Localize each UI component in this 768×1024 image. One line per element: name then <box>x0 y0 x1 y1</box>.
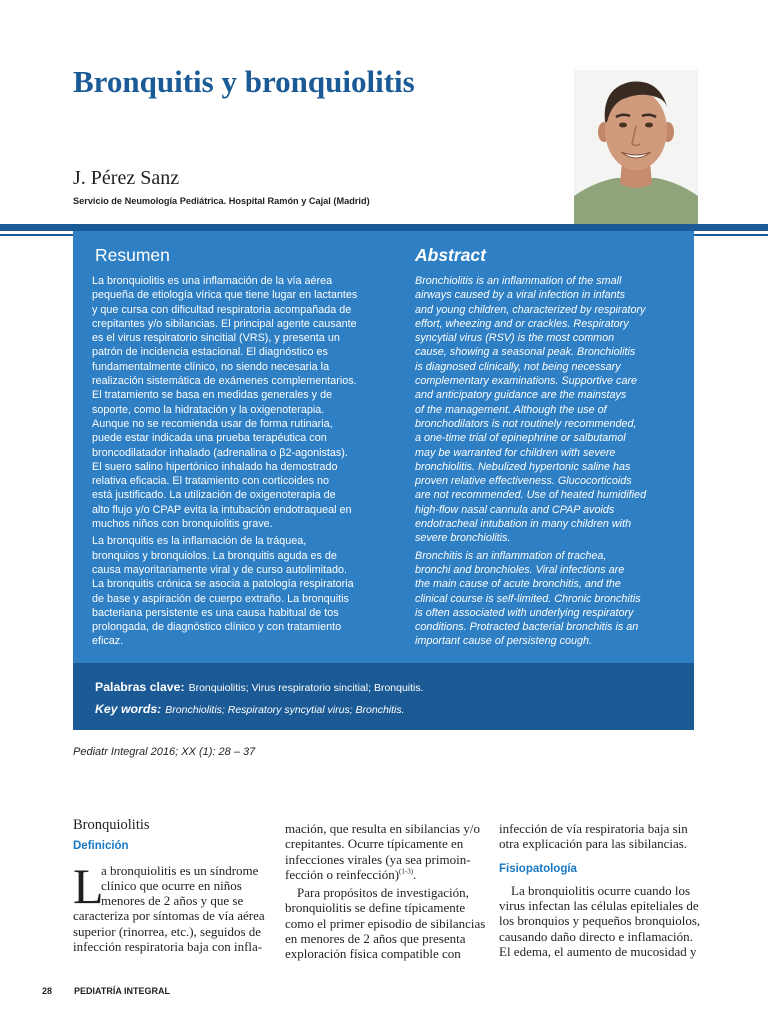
text-line: y que cursa con dificultad respiratoria acompañada de <box>92 303 352 316</box>
text-line: El tratamiento se basa en medidas generales y de <box>92 389 333 402</box>
text-line: caracteriza por síntomas de vía aérea <box>73 908 265 924</box>
text-line: Para propósitos de investigación, <box>297 885 469 901</box>
keywords-en <box>95 700 405 718</box>
text-line: syncytial virus (RSV) is the most common <box>415 332 615 345</box>
text-line: proven relative effectiveness. Glucocorticoids <box>415 475 632 488</box>
text-line: and anticipatory guidance are the mainstays <box>415 389 627 402</box>
text-line: soporte, como la hidratación y la oxigenoterapia. <box>92 403 325 416</box>
reference-superscript: (1-3) <box>399 867 414 876</box>
text-line: superior (rinorrea, etc.), seguidos de <box>73 923 262 939</box>
text-line: otra explicación para las sibilancias. <box>499 836 688 852</box>
text-line: está justificado. La utilización de oxigenoterapia de <box>92 489 336 502</box>
text-line: como el primer episodio de sibilancias <box>285 915 486 931</box>
text-line: infección de vía respiratoria baja sin <box>499 821 688 836</box>
article-title: Bronquitis y bronquiolitis <box>73 64 415 99</box>
subsection-heading-fisiopatologia: Fisiopatología <box>499 862 577 875</box>
text-line: puede estar indicada una prueba terapéutica con <box>92 432 327 445</box>
text-line: mación, que resulta en sibilancias y/o <box>285 821 480 836</box>
drop-cap-paragraph <box>73 857 268 914</box>
section-heading: Bronquiolitis <box>73 817 150 833</box>
resumen-text <box>92 274 388 649</box>
text-line: are not recommended. Use of heated humidified <box>415 489 647 502</box>
text-line: fundamentalmente clínico, no siendo necesaria la <box>92 360 330 373</box>
text-line: relativa eficacia. El tratamiento con corticoides no <box>92 475 330 488</box>
text-line: los bronquios y pequeños bronquiolos, <box>499 913 701 929</box>
text-line: exploración física compatible con <box>285 946 461 962</box>
resumen-paragraph <box>92 274 388 531</box>
text-line: realización sistemática de exámenes complementarios. <box>92 375 357 388</box>
body-column-1 <box>73 818 268 954</box>
keywords-en-value: Bronchiolitis; Respiratory syncytial virus; Bronchitis. <box>165 704 405 716</box>
abstract-heading: Abstract <box>415 245 486 265</box>
body-paragraph <box>499 883 696 898</box>
author-affiliation: Servicio de Neumología Pediátrica. Hospital Ramón y Cajal (Madrid) <box>73 196 370 206</box>
text-line: La bronquitis es la inflamación de la tráquea, <box>92 535 307 548</box>
text-line: es el virus respiratorio sincitial (VRS), y presenta un <box>92 332 340 345</box>
abstract-paragraph <box>415 549 683 649</box>
text-line: complementary examinations. Supportive care <box>415 375 638 388</box>
text-line: bronchiolitis. Nebulized hypertonic saline has <box>415 460 631 473</box>
keywords-es-label: Palabras clave: <box>95 680 185 694</box>
text-line-ref: fección o reinfección) <box>285 866 400 882</box>
subsection-heading-definicion: Definición <box>73 840 129 853</box>
text-line: effort, wheezing and or crackles. Respiratory <box>415 317 629 330</box>
text-line: eficaz. <box>92 635 124 648</box>
text-line: de base y aspiración de cuerpo extraño. La bronquitis <box>92 592 349 605</box>
text-line: high-flow nasal cannula and CPAP avoids <box>415 503 615 516</box>
text-line: important cause of persisteng cough. <box>415 635 593 648</box>
keywords-es-value: Bronquiolitis; Virus respiratorio sincitial; Bronquitis. <box>188 682 424 694</box>
text-line: may be warranted for children with severe <box>415 446 616 459</box>
text-line: La bronquiolitis ocurre cuando los <box>511 882 691 898</box>
text-line: prolongada, de diagnóstico clínico y con tratamiento <box>92 621 342 634</box>
text-line: virus infectan las células epiteliales de <box>499 898 699 914</box>
text-line: Aunque no se recomienda usar de forma rutinaria, <box>92 417 333 430</box>
text-line: pequeña de etiología vírica que tiene lugar en lactantes <box>92 289 358 302</box>
author-photo <box>574 70 698 224</box>
page-number: 28 <box>42 986 53 996</box>
text-line: cause, showing a seasonal peak. Bronchiolitis <box>415 346 636 359</box>
header-rule <box>0 224 768 231</box>
text-line: infecciones virales (ya sea primoin- <box>285 851 471 867</box>
journal-name: PEDIATRÍA INTEGRAL <box>74 986 170 996</box>
body-column-3 <box>499 821 701 960</box>
resumen-paragraph <box>92 534 388 648</box>
text-line: infección respiratoria baja con infla- <box>73 939 263 955</box>
text-line: causando daño directo e inflamación. <box>499 928 693 944</box>
author-name: J. Pérez Sanz <box>73 167 180 189</box>
text-line: crepitantes y/o sibilancias. El principal agente causante <box>92 317 357 330</box>
keywords-es <box>95 678 424 696</box>
text-line: a bronquiolitis es un síndrome <box>101 862 259 878</box>
abstract-panel <box>73 231 694 663</box>
body-column-2 <box>285 821 486 962</box>
text-line: conditions. Protracted bacterial bronchitis is an <box>415 621 639 634</box>
text-line: bronchi and bronchioles. Viral infections are <box>415 563 625 576</box>
body-paragraph <box>285 885 482 900</box>
text-line: broncodilatador inhalado (adrenalina o β2-agonistas). <box>92 446 348 459</box>
text-line: endotracheal intubation in many children with <box>415 518 632 531</box>
text-line: bronquiolitis se define típicamente <box>285 900 466 916</box>
text-line: menores de 2 años y que se <box>101 893 244 909</box>
text-line: is diagnosed clinically, not being necessary <box>415 360 621 373</box>
text-line: patrón de incidencia estacional. El diagnóstico es <box>92 346 328 359</box>
text-line: crepitantes. Ocurre típicamente en <box>285 836 464 852</box>
text-line: causa mayoritariamente viral y de curso autolimitado. <box>92 563 348 576</box>
text-line: clinical course is self-limited. Chronic bronchitis <box>415 592 641 605</box>
drop-cap: L <box>73 857 104 914</box>
text-line: severe bronchiolitis. <box>415 532 511 545</box>
text-line: alto flujo y/o CPAP evita la intubación endotraqueal en <box>92 503 352 516</box>
text-line: fección o reinfección)$^{(1-3)}$. <box>285 866 417 882</box>
citation: Pediatr Integral 2016; XX (1): 28 – 37 <box>73 746 256 758</box>
text-line: bronchodilators is not routinely recommended, <box>415 417 637 430</box>
text-line: El suero salino hipertónico inhalado ha demostrado <box>92 460 338 473</box>
text-line: airways caused by a viral infection in infants <box>415 289 626 302</box>
text-line: La bronquitis crónica se asocia a patología respiratoria <box>92 578 354 591</box>
text-line: and young children, characterized by respiratory <box>415 303 646 316</box>
text-line: bronquios y bronquiolos. La bronquitis aguda es de <box>92 549 337 562</box>
abstract-paragraph <box>415 274 683 546</box>
text-line: La bronquiolitis es una inflamación de la vía aérea <box>92 275 333 287</box>
text-line: a one-time trial of epinephrine or salbutamol <box>415 432 626 445</box>
text-line: Bronchiolitis is an inflammation of the small <box>415 275 622 287</box>
keywords-panel <box>73 663 694 730</box>
text-line: bacteriana persistente es una causa habitual de tos <box>92 606 339 619</box>
abstract-text <box>415 274 683 649</box>
text-line: the main cause of acute bronchitis, and the <box>415 578 621 591</box>
keywords-en-label: Key words: <box>95 702 162 716</box>
text-line: of the management. Although the use of <box>415 403 607 416</box>
text-line: Bronchitis is an inflammation of trachea, <box>415 549 607 562</box>
text-line: muchos niños con bronquiolitis grave. <box>92 518 273 531</box>
text-line: en menores de 2 años que presenta <box>285 931 466 947</box>
text-line: El edema, el aumento de mucosidad y <box>499 944 697 960</box>
resumen-heading: Resumen <box>95 245 170 265</box>
text-line: clínico que ocurre en niños <box>101 877 242 893</box>
text-line: is often associated with underlying respiratory <box>415 606 634 619</box>
